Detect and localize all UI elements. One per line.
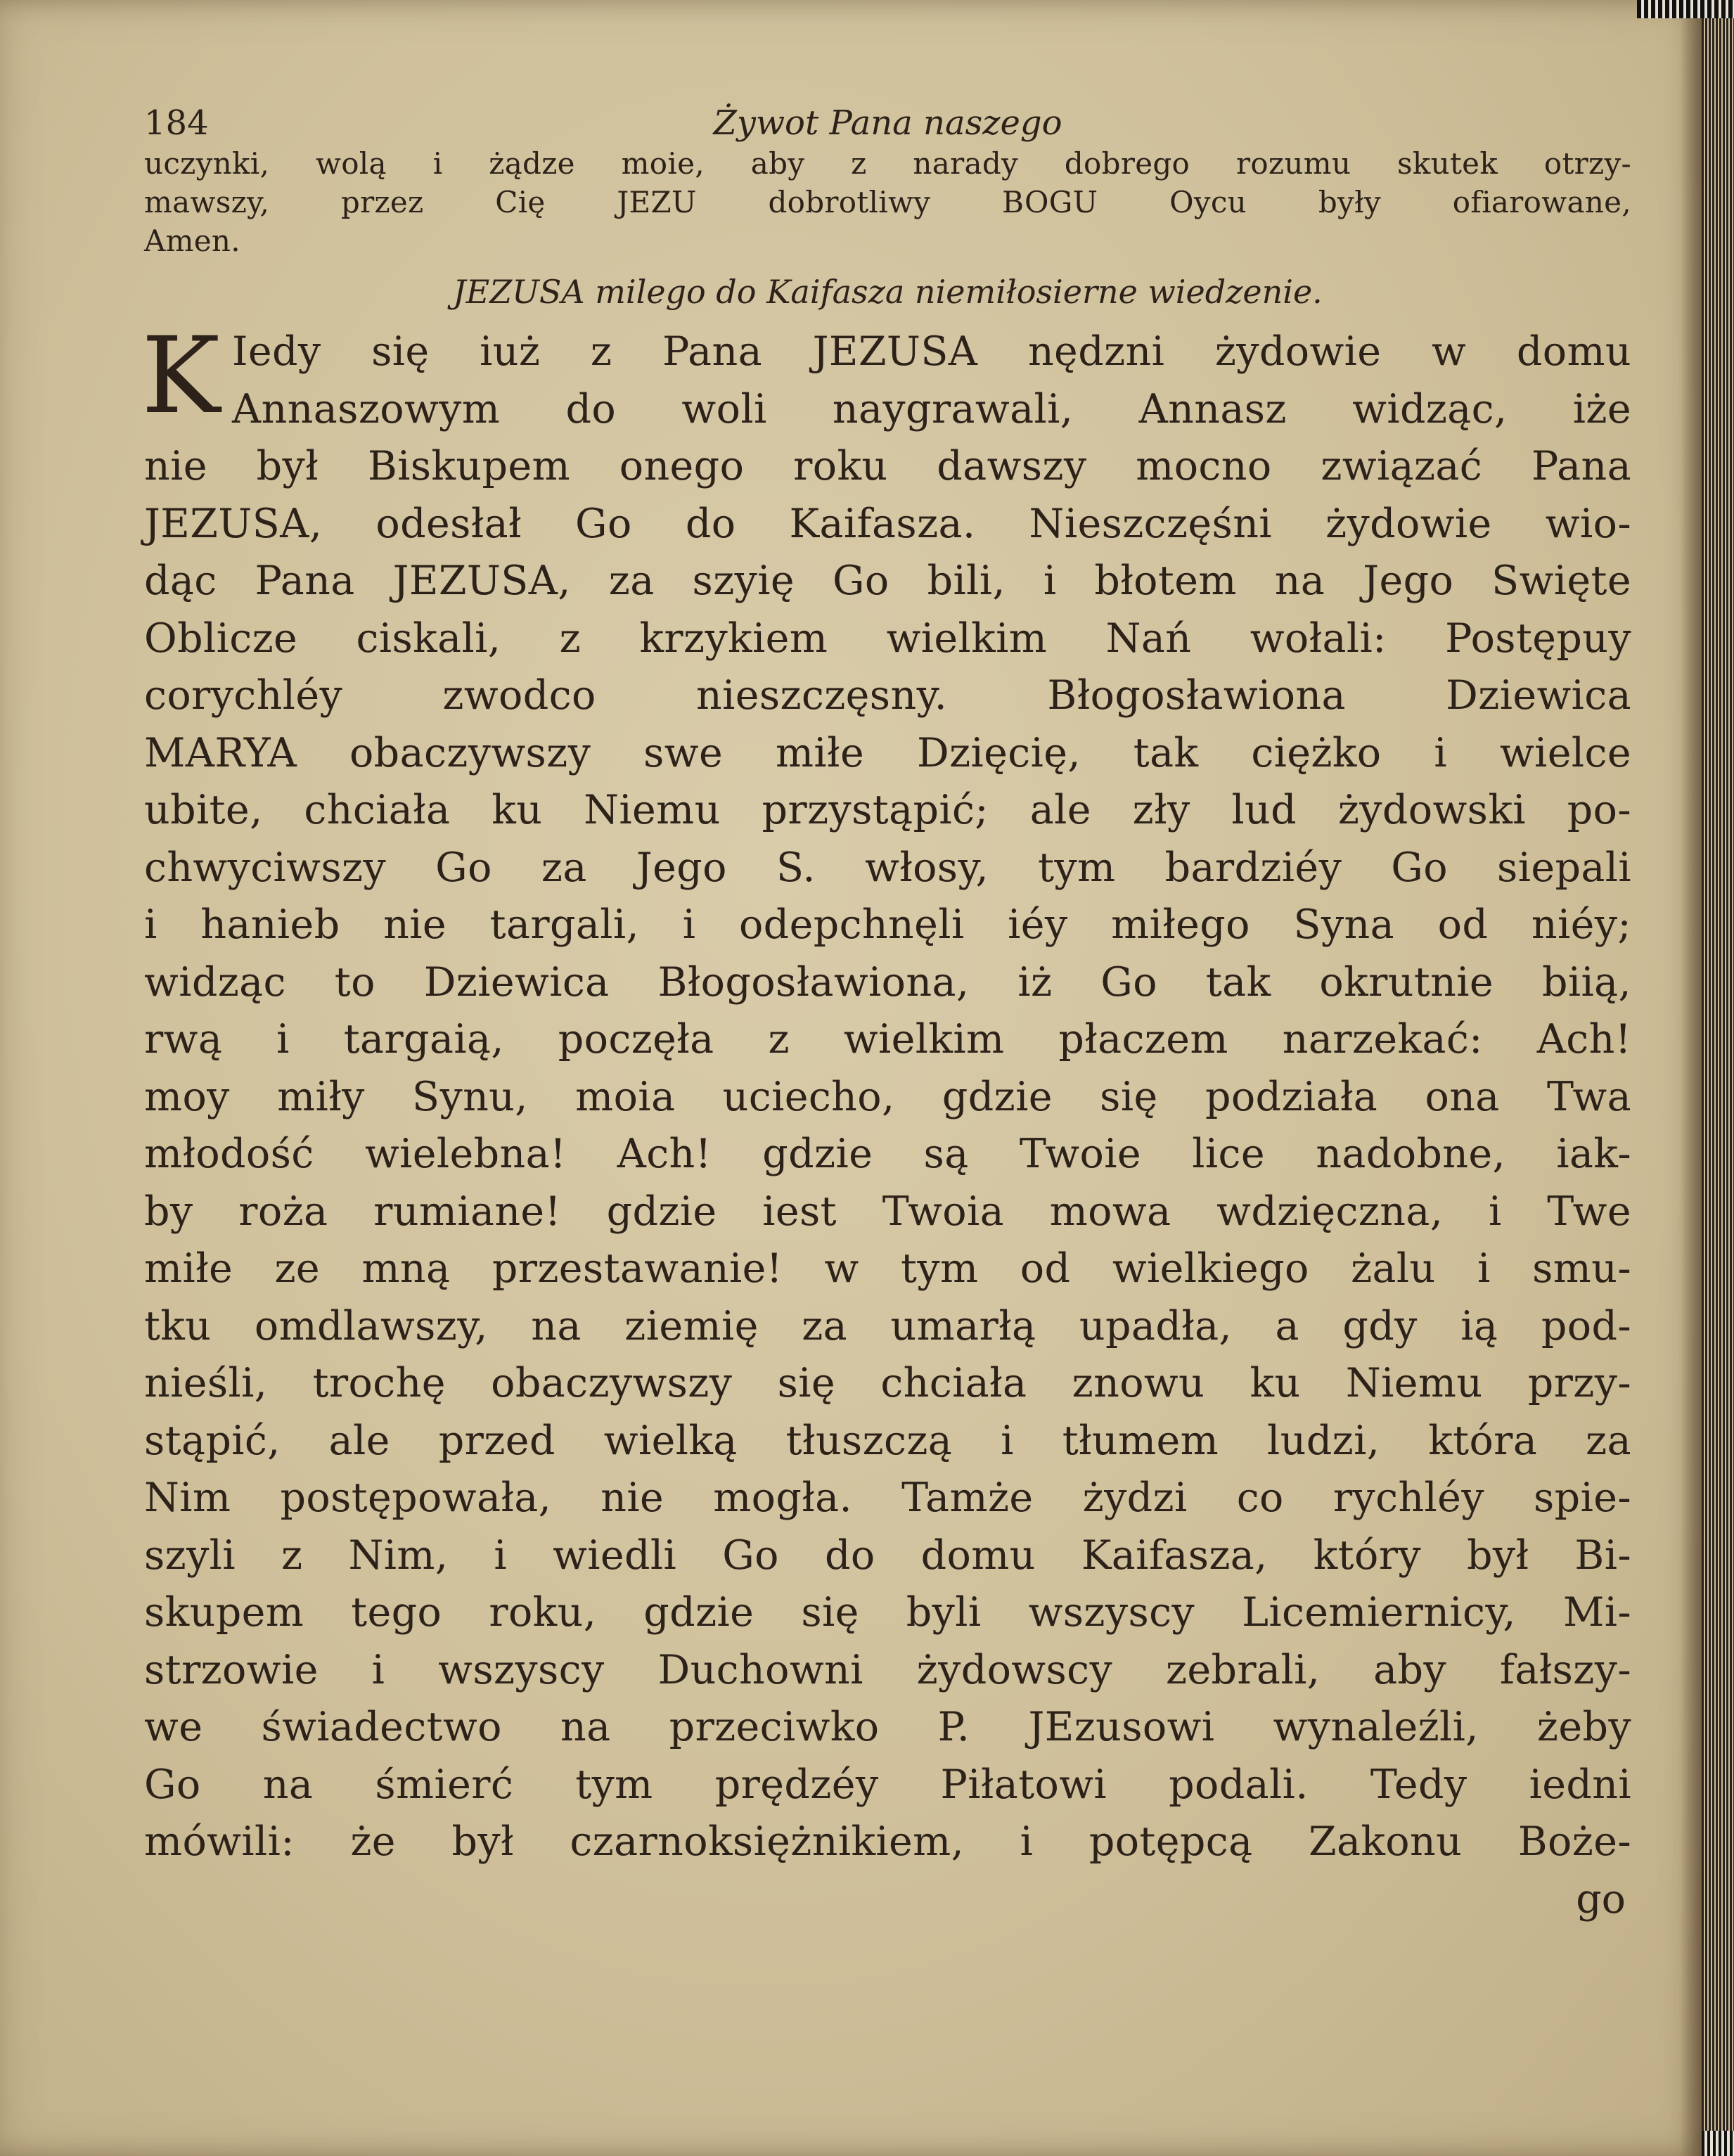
body-line: Oblicze ciskali, z krzykiem wielkim Nań wołali: Postępuy: [144, 615, 1631, 662]
section-body: [141, 315, 1631, 1928]
body-line: chwyciwszy Go za Jego S. włosy, tym bardziéy Go siepali: [144, 844, 1631, 891]
body-line: mówili: że był czarnoksiężnikiem, i potępcą Zakonu Boże-: [144, 1818, 1631, 1865]
scan-border-bottom: [1702, 2131, 1734, 2156]
body-line: corychléy zwodco nieszczęsny. Błogosławiona Dziewica: [144, 672, 1631, 719]
section-heading: JEZUSA milego do Kaifasza niemiłosierne wiedzenie.: [453, 273, 1323, 311]
body-line: JEZUSA, odesłał Go do Kaifasza. Nieszczęśni żydowie wio-: [144, 500, 1631, 547]
body-line: nieśli, trochę obaczywszy się chciała znowu ku Niemu przy-: [144, 1360, 1631, 1406]
page-number: 184: [144, 103, 209, 143]
body-line: ubite, chciała ku Niemu przystąpić; ale zły lud żydowski po-: [144, 787, 1631, 833]
body-line: we świadectwo na przeciwko P. JEzusowi wynaleźli, żeby: [144, 1704, 1631, 1750]
body-line: Nim postępowała, nie mogła. Tamże żydzi co rychléy spie-: [144, 1475, 1631, 1521]
body-line: młodość wielebna! Ach! gdzie są Twoie lice nadobne, iak-: [144, 1131, 1631, 1177]
catchword: go: [1576, 1875, 1626, 1923]
scan-border-top: [1637, 0, 1734, 18]
previous-section-line: mawszy, przez Cię JEZU dobrotliwy BOGU Oycu były ofiarowane,: [144, 185, 1631, 219]
body-line: tku omdlawszy, na ziemię za umarłą upadła, a gdy ią pod-: [144, 1302, 1631, 1349]
body-line: dąc Pana JEZUSA, za szyię Go bili, i błotem na Jego Swięte: [144, 558, 1631, 604]
body-line: szyli z Nim, i wiedli Go do domu Kaifasza, który był Bi-: [144, 1532, 1631, 1579]
body-line: Annaszowym do woli naygrawali, Annasz widząc, iże: [232, 385, 1631, 432]
body-line: Go na śmierć tym prędzéy Piłatowi podali. Tedy iedni: [144, 1761, 1631, 1808]
body-line: Iedy się iuż z Pana JEZUSA nędzni żydowie w domu: [232, 328, 1631, 375]
body-line: strzowie i wszyscy Duchowni żydowscy zebrali, aby fałszy-: [144, 1646, 1631, 1693]
body-line: nie był Biskupem onego roku dawszy mocno związać Pana: [144, 443, 1631, 489]
page-gutter-shadow: [1681, 0, 1702, 2156]
body-line: skupem tego roku, gdzie się byli wszyscy Licemiernicy, Mi-: [144, 1589, 1631, 1636]
body-line: moy miły Synu, moia uciecho, gdzie się podziała ona Twa: [144, 1073, 1631, 1120]
book-pages-edge: [1702, 0, 1734, 2156]
body-line: i hanieb nie targali, i odepchnęli iéy miłego Syna od niéy;: [144, 901, 1631, 948]
drop-cap: K: [141, 315, 221, 437]
body-line: widząc to Dziewica Błogosławiona, iż Go tak okrutnie biią,: [144, 958, 1631, 1006]
body-line: rwą i targaią, poczęła z wielkim płaczem narzekać: Ach!: [144, 1016, 1631, 1063]
previous-section-ending: [144, 144, 1631, 260]
body-line: by roża rumiane! gdzie iest Twoia mowa wdzięczna, i Twe: [144, 1188, 1631, 1235]
previous-section-line: Amen.: [144, 224, 240, 258]
previous-section-line: uczynki, wolą i żądze moie, aby z narady dobrego rozumu skutek otrzy-: [144, 146, 1631, 181]
page-header: [144, 102, 1631, 144]
running-head: Żywot Pana naszego: [713, 103, 1062, 143]
body-line: MARYA obaczywszy swe miłe Dzięcię, tak ciężko i wielce: [144, 729, 1631, 776]
body-line: stąpić, ale przed wielką tłuszczą i tłumem ludzi, która za: [144, 1417, 1631, 1464]
body-line: miłe ze mną przestawanie! w tym od wielkiego żalu i smu-: [144, 1245, 1631, 1292]
text-block: [141, 102, 1631, 1928]
